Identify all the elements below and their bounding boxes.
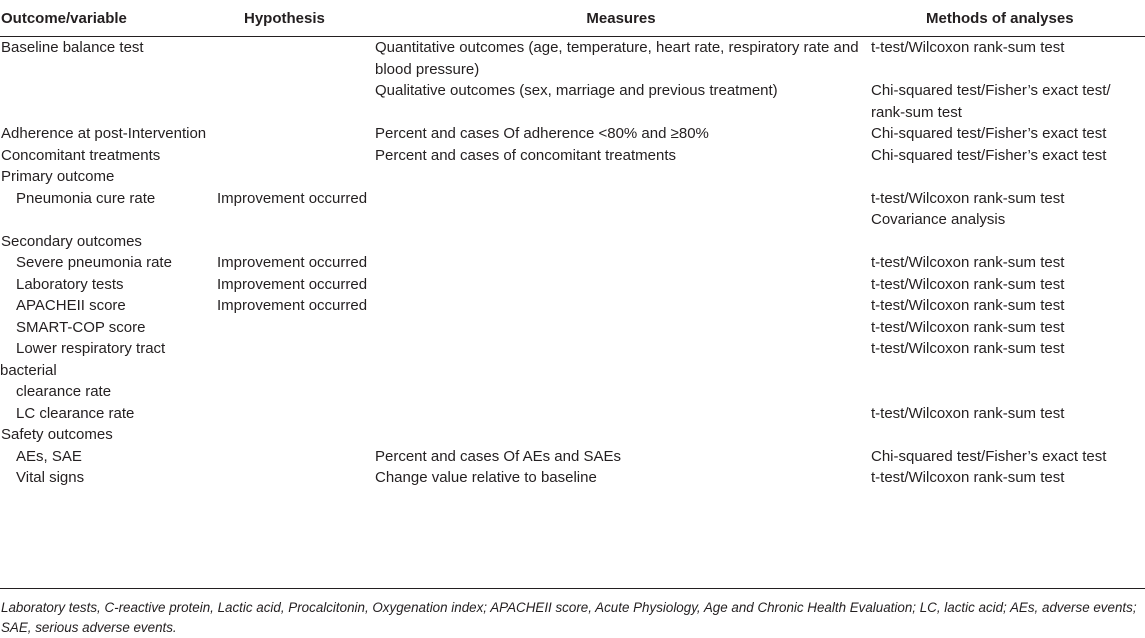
- cell-hypothesis: [214, 424, 374, 446]
- table-header-row: [0, 0, 1145, 37]
- cell-variable: Primary outcome: [1, 168, 115, 185]
- cell-hypothesis: [214, 80, 374, 123]
- cell-variable: [0, 338, 214, 381]
- cell-variable: [0, 80, 214, 123]
- cell-methods: t-test/Wilcoxon rank-sum test: [871, 469, 1065, 486]
- table-row: [0, 145, 1145, 167]
- cell-measures: [374, 188, 868, 231]
- cell-methods: [868, 188, 1145, 231]
- cell-methods-line: Covariance analysis: [871, 211, 1006, 228]
- cell-measures: [374, 231, 868, 253]
- cell-variable: Baseline balance test: [1, 39, 144, 56]
- cell-hypothesis: [214, 381, 374, 403]
- cell-hypothesis: Improvement occurred: [217, 275, 368, 293]
- cell-methods: t-test/Wilcoxon rank-sum test: [871, 340, 1065, 357]
- cell-measures: Change value relative to baseline: [375, 469, 597, 486]
- cell-hypothesis: [214, 446, 374, 468]
- cell-variable: Adherence at post-Intervention: [1, 125, 207, 142]
- cell-measures: [374, 252, 868, 274]
- header-methods: Methods of analyses: [868, 0, 1145, 37]
- table-bottom-rule: [0, 588, 1145, 589]
- table-row: [0, 381, 1145, 403]
- table-row: [0, 166, 1145, 188]
- cell-methods: [868, 424, 1145, 446]
- cell-hypothesis: [214, 467, 374, 494]
- cell-methods: [868, 381, 1145, 403]
- header-hypothesis: Hypothesis: [214, 0, 374, 37]
- table-row: [0, 123, 1145, 145]
- table-row: [0, 467, 1145, 494]
- cell-methods: Chi-squared test/Fisher’s exact test/ rank-sum test: [871, 82, 1111, 121]
- cell-variable: SMART-COP score: [16, 318, 146, 336]
- cell-variable: Severe pneumonia rate: [16, 254, 172, 271]
- cell-methods: t-test/Wilcoxon rank-sum test: [871, 254, 1065, 271]
- cell-variable: Secondary outcomes: [1, 232, 142, 250]
- table-row: [0, 252, 1145, 274]
- cell-variable: Vital signs: [16, 469, 85, 486]
- cell-methods: [868, 231, 1145, 253]
- cell-measures: [374, 424, 868, 446]
- cell-hypothesis: [214, 123, 374, 145]
- cell-measures: [374, 274, 868, 296]
- cell-hypothesis: [214, 338, 374, 381]
- table-row: [0, 80, 1145, 123]
- cell-measures: Qualitative outcomes (sex, marriage and previous treatment): [375, 82, 778, 99]
- table-row: [0, 274, 1145, 296]
- cell-measures: [374, 338, 868, 381]
- cell-variable: Concomitant treatments: [1, 146, 161, 164]
- cell-variable: Safety outcomes: [1, 426, 113, 443]
- cell-hypothesis: [214, 403, 374, 425]
- cell-methods: Chi-squared test/Fisher’s exact test: [871, 125, 1107, 142]
- cell-measures: [374, 403, 868, 425]
- cell-variable: APACHEII score: [16, 297, 126, 314]
- cell-hypothesis: Improvement occurred: [217, 254, 368, 271]
- cell-variable: AEs, SAE: [16, 447, 82, 465]
- cell-measures: Percent and cases Of adherence <80% and ≥80%: [375, 125, 709, 142]
- cell-methods: t-test/Wilcoxon rank-sum test: [871, 297, 1065, 314]
- cell-measures: [374, 381, 868, 403]
- cell-measures: Quantitative outcomes (age, temperature, heart rate, respiratory rate and blood pressure): [375, 39, 859, 78]
- header-measures: Measures: [374, 0, 868, 37]
- cell-methods: t-test/Wilcoxon rank-sum test: [871, 39, 1065, 56]
- cell-measures: Percent and cases Of AEs and SAEs: [375, 447, 621, 465]
- table-row: [0, 446, 1145, 468]
- cell-measures: [374, 317, 868, 339]
- cell-hypothesis: [214, 166, 374, 188]
- cell-variable: clearance rate: [16, 383, 112, 400]
- cell-measures: [374, 295, 868, 317]
- cell-variable: LC clearance rate: [16, 404, 135, 422]
- table-row: [0, 424, 1145, 446]
- cell-measures: Percent and cases of concomitant treatments: [375, 146, 676, 164]
- table-row: [0, 231, 1145, 253]
- cell-hypothesis: [214, 317, 374, 339]
- cell-methods: t-test/Wilcoxon rank-sum test: [871, 275, 1065, 293]
- cell-hypothesis: Improvement occurred: [217, 189, 368, 207]
- table-row: [0, 338, 1145, 381]
- cell-hypothesis: [214, 145, 374, 167]
- table-footnote: Laboratory tests, C-reactive protein, Lactic acid, Procalcitonin, Oxygenation index; APACHEII score, Acute Physiology, Age and Chronic Health Evaluation; LC, lactic acid; AEs, adverse events; SAE, serious adverse events.: [1, 600, 1137, 635]
- cell-measures: [374, 166, 868, 188]
- cell-methods: t-test/Wilcoxon rank-sum test: [871, 404, 1065, 422]
- cell-hypothesis: [214, 37, 374, 81]
- table-row: [0, 188, 1145, 231]
- cell-methods: Chi-squared test/Fisher’s exact test: [871, 447, 1107, 465]
- header-outcome-variable: Outcome/variable: [0, 0, 214, 37]
- cell-hypothesis: Improvement occurred: [217, 297, 368, 314]
- cell-hypothesis: [214, 231, 374, 253]
- cell-variable: Laboratory tests: [16, 275, 124, 293]
- cell-variable: Pneumonia cure rate: [16, 189, 156, 207]
- table-row: [0, 37, 1145, 81]
- cell-methods: Chi-squared test/Fisher’s exact test: [871, 146, 1107, 164]
- cell-variable-text: Lower respiratory tract bacterial: [0, 340, 166, 379]
- table-row: [0, 403, 1145, 425]
- cell-methods: t-test/Wilcoxon rank-sum test: [871, 318, 1065, 336]
- cell-methods: [868, 166, 1145, 188]
- cell-methods-line: t-test/Wilcoxon rank-sum test: [871, 189, 1065, 207]
- table-row: [0, 295, 1145, 317]
- table-row: [0, 317, 1145, 339]
